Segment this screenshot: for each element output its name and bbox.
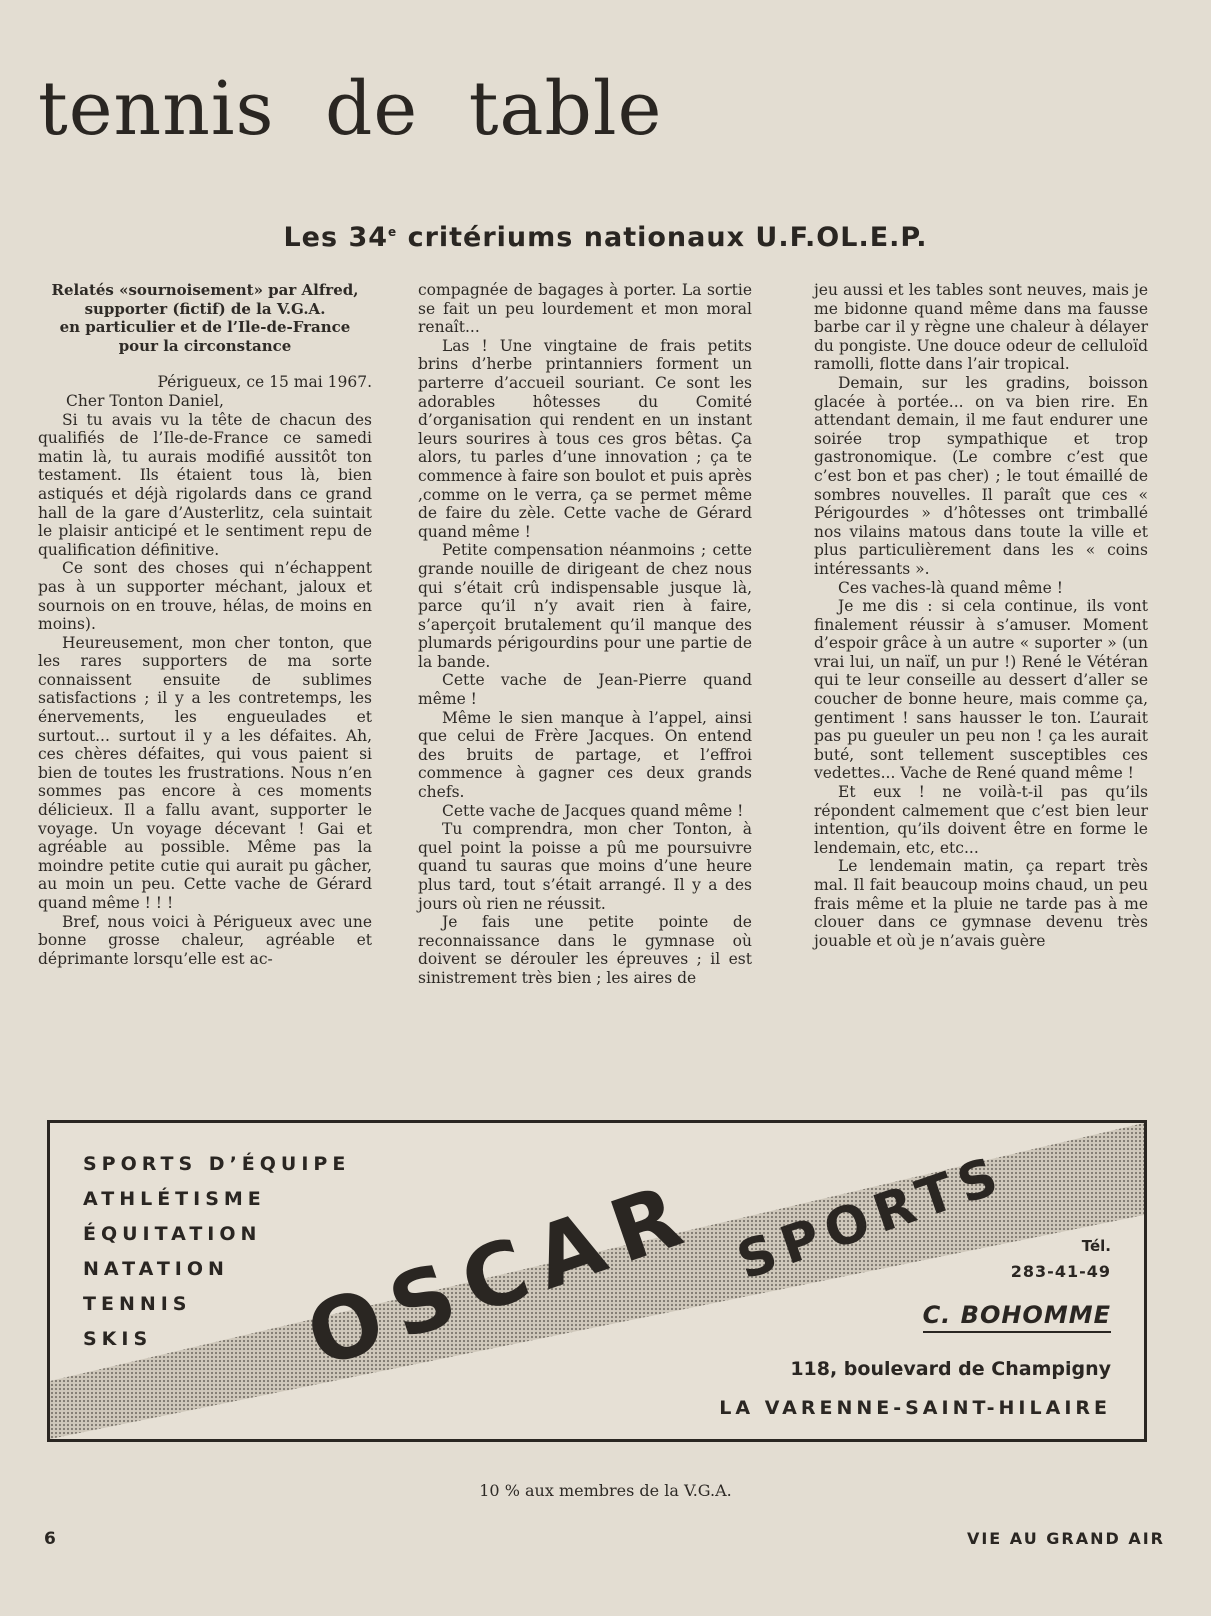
shop-address: 118, boulevard de Champigny: [790, 1358, 1111, 1380]
brand-sports: SPORTS: [730, 1144, 1013, 1292]
article-paragraph: Cette vache de Jean-Pierre quand même !: [418, 671, 752, 709]
article-paragraph: Tu comprendra, mon cher Tonton, à quel point la poisse a pû me poursuivre quand tu sauras que moins d’une heure plus tard, tout s’était arrangé. Il y a des jours où rien ne réussit.: [418, 820, 752, 913]
salutation: Cher Tonton Daniel,: [66, 391, 224, 410]
article-paragraph: Le lendemain matin, ça repart très mal. Il fait beaucoup moins chaud, un peu frais même et la pluie ne tarde pas à me clouer dans ce gymnase devenu très jouable et où je n’avais guère: [814, 857, 1148, 950]
article-paragraph: Je fais une petite pointe de reconnaissance dans le gymnase où doivent se dérouler les épreuves ; il est sinistrement très bien ; les aires de: [418, 913, 752, 987]
intro-line: Relatés «sournoisement» par Alfred,: [51, 281, 359, 299]
article-column-2: [418, 281, 752, 988]
article-paragraph: Et eux ! ne voilà-t-il pas qu’ils répondent calmement que c’est bien leur intention, qu’ils doivent être en forme le lendemain, etc, etc...: [814, 783, 1148, 857]
article-paragraph: compagnée de bagages à porter. La sortie se fait un peu lourdement et mon moral renaît...: [418, 281, 752, 337]
intro-line: en particulier et de l’Ile-de-France: [59, 318, 351, 337]
sport-item: TENNIS: [83, 1293, 192, 1315]
article-paragraph: Bref, nous voici à Périgueux avec une bonne grosse chaleur, agréable et déprimante lorsqu’elle est ac-: [38, 912, 372, 968]
shop-owner: C. BOHOMME: [923, 1301, 1111, 1333]
sport-item: ÉQUITATION: [83, 1223, 262, 1245]
article-paragraph: Ces vaches-là quand même !: [838, 578, 1063, 597]
sport-item: SKIS: [83, 1328, 153, 1350]
dateline: Périgueux, ce 15 mai 1967.: [157, 373, 372, 392]
article-intro: [38, 281, 372, 355]
advertisement: [47, 1120, 1147, 1442]
article-paragraph: Ce sont des choses qui n’échappent pas à un supporter méchant, jaloux et sournois on en trouve, hélas, de moins en moins).: [38, 559, 372, 634]
article-paragraph: Cette vache de Jacques quand même !: [442, 801, 744, 820]
intro-line: supporter (fictif) de la V.G.A.: [84, 299, 326, 318]
article-column-1: [38, 281, 372, 968]
brand-oscar: OSCAR: [295, 1162, 707, 1388]
article-paragraph: Si tu avais vu la tête de chacun des qualifiés de l’Ile-de-France ce samedi matin là, tu aurais modifié aussitôt ton testament. Ils étaient tous là, bien astiqués et déjà rigolards dans ce grand hall de la gare d’Austerlitz, cela suintait le plaisir anticipé et le sentiment repu de qualification définitive.: [38, 410, 372, 559]
discount-note: 10 % aux membres de la V.G.A.: [479, 1481, 732, 1500]
article-paragraph: Petite compensation néanmoins ; cette grande nouille de dirigeant de chez nous qui s’était crû indispensable jusque là, parce qu’il n’y avait rien à faire, s’aperçoit brutalement qu’il manque des plumards périgourdins pour une partie de la bande.: [418, 541, 752, 671]
headline-prefix: Les 34: [283, 222, 389, 253]
section-title: tennis de table: [38, 66, 663, 152]
article-paragraph: Heureusement, mon cher tonton, que les rares supporters de ma sorte connaissent ensuite de sublimes satisfactions ; il y a les contretemps, les énervements, les engueulades et surtout... surtout il y a les défaites. Ah, ces chères défaites, qui vous paient si bien de toutes les frustrations. Nous n’en sommes pas encore à ces moments délicieux. Il a fallu avant, supporter le voyage. Un voyage décevant ! Gai et agréable au possible. Même pas la moindre petite cutie qui aurait pu gâcher, au moin un peu. Cette vache de Gérard quand même ! ! !: [38, 633, 372, 912]
shop-city: LA VARENNE-SAINT-HILAIRE: [719, 1397, 1111, 1419]
article-paragraph: jeu aussi et les tables sont neuves, mais je me bidonne quand même dans ma fausse barbe car il y règne une chaleur à délayer du pongiste. Une douce odeur de celluloïd ramolli, flotte dans l’air tropical.: [814, 281, 1148, 374]
sport-item: ATHLÉTISME: [83, 1188, 266, 1210]
intro-line: pour la circonstance: [118, 336, 292, 355]
article-paragraph: Demain, sur les gradins, boisson glacée à portée... on va bien rire. En attendant demain, il me faut endurer une soirée trop sympathique et trop gastronomique. (Le combre c’est que c’est bon et pas cher) ; le tout émaillé de sombres nouvelles. Il paraît que ces « Périgourdes » d’hôtesses ont trimballé nos vilains matous dans toute la ville et plus particulièrement dans les « coins intéressants ».: [814, 373, 1148, 578]
page-number: 6: [44, 1529, 56, 1549]
sport-item: SPORTS D’ÉQUIPE: [83, 1153, 351, 1175]
telephone-label: Tél.: [1081, 1237, 1111, 1255]
headline-superscript: e: [388, 225, 398, 239]
article-paragraph: Las ! Une vingtaine de frais petits brins d’herbe printanniers forment un parterre d’accueil souriant. Ce sont les adorables hôtesses du Comité d’organisation qui rendent en un instant leurs sourires à tous ces gros bêtas. Ça alors, tu parles d’une innovation ; ça te commence à faire son boulot et puis après ,comme on le verra, ça se permet même de faire du zèle. Cette vache de Gérard quand même !: [418, 336, 752, 541]
headline-suffix: critériums nationaux U.F.OL.E.P.: [397, 222, 928, 253]
article-column-3: [814, 281, 1148, 950]
telephone-number: 283-41-49: [1010, 1262, 1111, 1281]
article-headline: [0, 222, 1211, 253]
article-paragraph: Je me dis : si cela continue, ils vont finalement réussir à s’amuser. Moment d’espoir grâce à un autre « suporter » (un vrai lui, un naïf, un pur !) René le Vétéran qui te leur conseille au dessert d’aller se coucher de bonne heure, mais comme ça, gentiment ! sans hausser le ton. L’aurait pas pu gueuler un peu non ! ça les aurait buté, sont tellement susceptibles ces vedettes... Vache de René quand même !: [814, 597, 1148, 783]
magazine-name: VIE AU GRAND AIR: [966, 1529, 1165, 1548]
article-paragraph: Même le sien manque à l’appel, ainsi que celui de Frère Jacques. On entend des bruits de partage, et l’effroi commence à gagner ces deux grands chefs.: [418, 708, 752, 802]
sport-item: NATATION: [83, 1258, 229, 1280]
